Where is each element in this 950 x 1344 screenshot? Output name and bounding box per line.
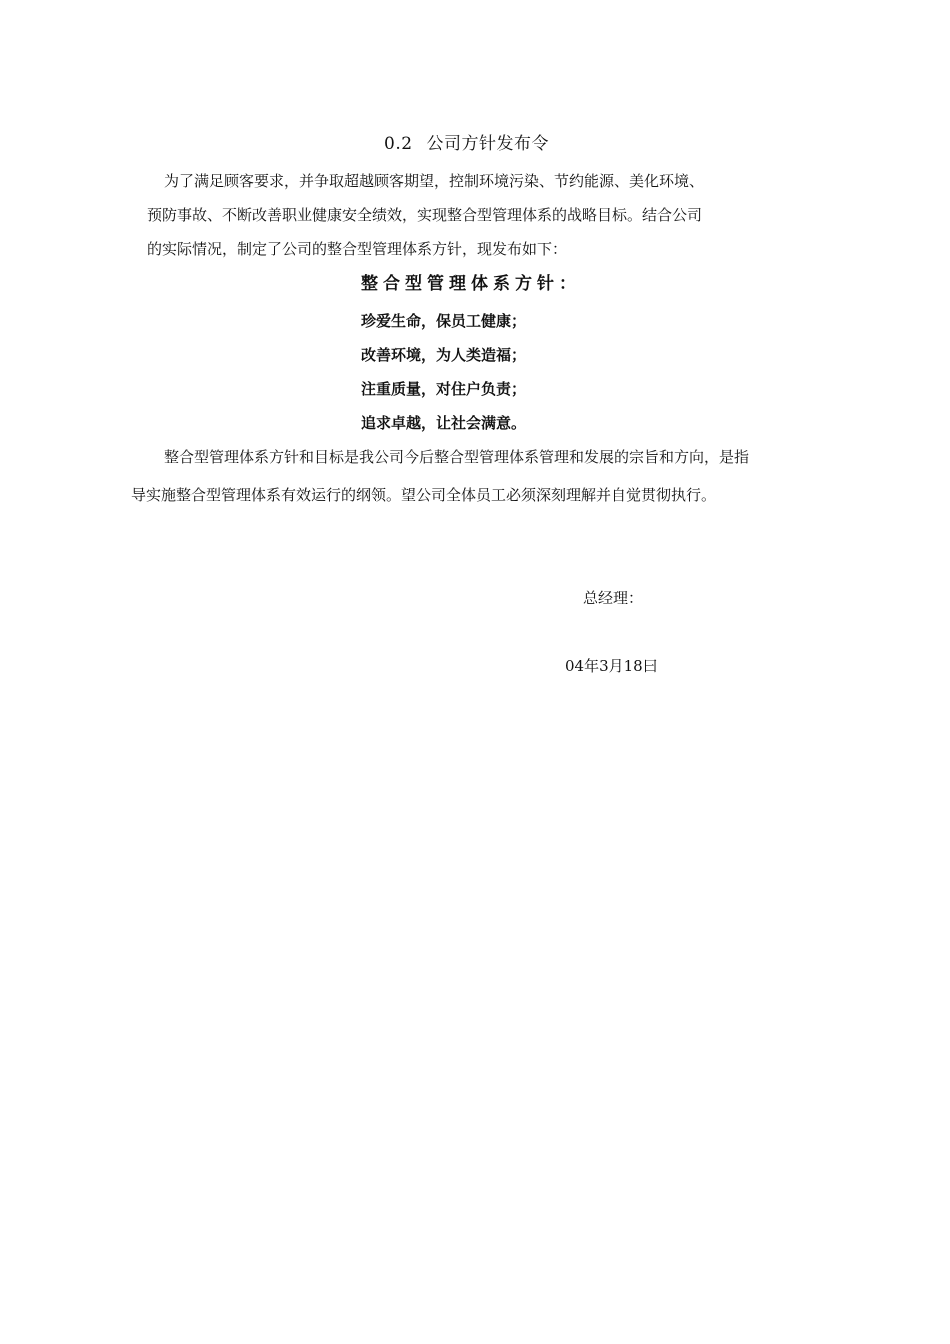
signature-label: 总经理： [583,589,644,607]
policy-item-3: 注重质量，对住户负责； [361,380,527,398]
intro-line-1: 为了满足顾客要求，并争取超越顾客期望，控制环境污染、节约能源、美化环境、 [164,172,705,190]
policy-item-4: 追求卓越，让社会满意。 [361,414,527,432]
title-text: 公司方针发布令 [426,134,550,154]
document-title [384,134,549,154]
intro-line-3: 的实际情况，制定了公司的整合型管理体系方针，现发布如下： [147,240,568,258]
intro-line-2: 预防事故、不断改善职业健康安全绩效，实现整合型管理体系的战略目标。结合公司 [147,206,703,224]
document-date: 04年3月18曰 [565,657,658,675]
policy-item-1: 珍爱生命，保员工健康； [361,312,527,330]
closing-line-1: 整合型管理体系方针和目标是我公司今后整合型管理体系管理和发展的宗旨和方向，是指 [164,448,750,466]
policy-heading: 整合型管理体系方针： [361,274,581,294]
title-number: 0.2 [384,134,413,154]
closing-line-2: 导实施整合型管理体系有效运行的纲领。望公司全体员工必须深刻理解并自觉贯彻执行。 [131,486,717,504]
policy-item-2: 改善环境，为人类造福； [361,346,527,364]
